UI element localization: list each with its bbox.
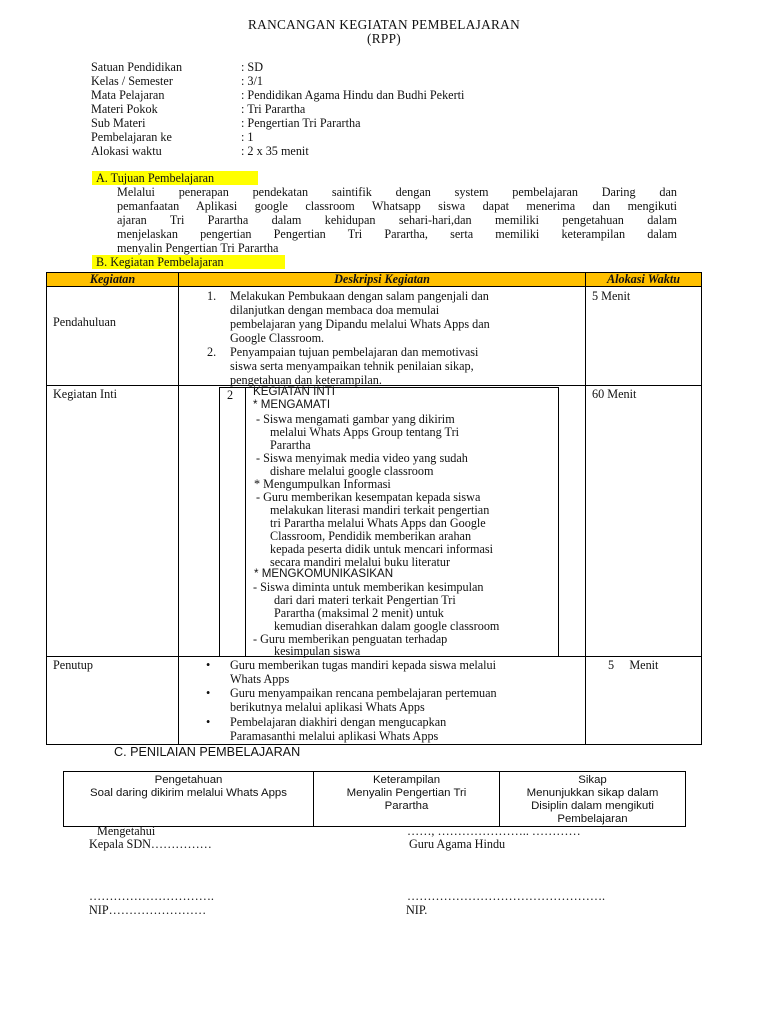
list-item: Guru menyampaikan rencana pembelajaran pertemuan <box>230 686 497 700</box>
sig-mengetahui: Mengetahui <box>97 824 156 838</box>
assessment-keterampilan <box>314 772 500 827</box>
inti-time-cell <box>586 386 702 657</box>
sig-place-date: ……, ………………….. ………… <box>407 824 581 838</box>
list-item: Guru memberikan tugas mandiri kepada siswa melalui <box>230 658 497 672</box>
assessment-text: Disiplin dalam mengikuti <box>531 800 654 812</box>
identity-value: : Pengertian Tri Parartha <box>241 116 361 130</box>
bullet-icon: • <box>206 658 211 672</box>
pendahuluan-time-cell <box>586 287 702 386</box>
inti-line: - Siswa mengamati gambar yang dikirim <box>256 412 455 426</box>
table-row <box>47 657 702 745</box>
assessment-title: Keterampilan <box>372 774 441 786</box>
doc-title: RANCANGAN KEGIATAN PEMBELAJARAN <box>248 17 520 32</box>
penutup-desc-cell <box>179 657 586 745</box>
identity-value: : 3/1 <box>241 74 264 88</box>
inti-desc-cell <box>179 386 586 657</box>
identity-label: Alokasi waktu <box>91 144 162 158</box>
inti-line: - Guru memberikan penguatan terhadap <box>253 632 448 646</box>
bullet-icon: • <box>206 715 211 729</box>
pendahuluan-label-cell <box>47 287 179 386</box>
identity-value: : 2 x 35 menit <box>241 144 309 158</box>
sig-guru: Guru Agama Hindu <box>409 837 506 851</box>
doc-subtitle: (RPP) <box>366 31 401 46</box>
assessment-text: Menyalin Pengertian Tri <box>346 787 467 799</box>
identity-value: : SD <box>241 60 264 74</box>
penutup-label: Penutup <box>53 658 93 672</box>
inti-line: * MENGAMATI <box>253 398 331 411</box>
section-b-heading-text: B. Kegiatan Pembelajaran <box>96 255 224 269</box>
assessment-pengetahuan <box>64 772 314 827</box>
bullet-icon: • <box>206 686 211 700</box>
inti-label: Kegiatan Inti <box>53 387 117 401</box>
sig-nip-left: NIP…………………… <box>89 903 207 917</box>
assessment-text: Pembelajaran <box>557 813 628 825</box>
section-a-line: menjelaskan pengertian Pengertian Tri Parartha, serta memiliki keterampilan dalam <box>117 227 677 241</box>
header-alokasi: Alokasi Waktu <box>586 273 702 287</box>
list-item: Google Classroom. <box>230 331 325 345</box>
inti-line: melalui Whats Apps Group tentang Tri <box>270 425 460 439</box>
assessment-text: Soal daring dikirim melalui Whats Apps <box>90 787 287 799</box>
inti-line: Parartha (maksimal 2 menit) untuk <box>274 606 444 620</box>
inti-line: Parartha <box>270 438 311 452</box>
inti-line: secara mandiri melalui buku literatur <box>270 555 451 569</box>
inti-inner-box <box>219 387 559 657</box>
identity-label: Materi Pokok <box>91 102 158 116</box>
identity-label: Kelas / Semester <box>91 74 173 88</box>
sig-dots-left: …………………………. <box>89 889 214 903</box>
pendahuluan-desc-cell <box>179 287 586 386</box>
list-item: pembelajaran yang Dipandu melalui Whats Apps dan <box>230 317 490 331</box>
inti-line: - Siswa menyimak media video yang sudah <box>256 451 468 465</box>
inti-line: dari dari materi terkait Pengertian Tri <box>274 593 456 607</box>
penutup-time: 5 Menit <box>608 658 659 672</box>
identity-label: Pembelajaran ke <box>91 130 172 144</box>
inti-line: kesimpulan siswa <box>274 644 361 658</box>
section-a-heading <box>92 171 258 185</box>
table-header-row <box>47 273 702 287</box>
list-item: Whats Apps <box>230 672 290 686</box>
inti-line: kepada peserta didik untuk mencari informasi <box>270 542 494 556</box>
section-a-line: pemanfaatan Aplikasi google classroom Whatsapp siswa dapat menerima dan mengikuti <box>117 199 677 213</box>
inti-line: - Siswa diminta untuk memberikan kesimpulan <box>253 580 484 594</box>
identity-label: Sub Materi <box>91 116 146 130</box>
inti-line: tri Parartha melalui Whats Apps dan Google <box>270 516 486 530</box>
list-item: Pembelajaran diakhiri dengan mengucapkan <box>230 715 447 729</box>
assessment-title: Pengetahuan <box>154 774 223 786</box>
list-item: Paramasanthi melalui aplikasi Whats Apps <box>230 729 439 743</box>
inti-line: * MENGKOMUNIKASIKAN <box>254 567 394 580</box>
inti-line: dishare melalui google classroom <box>270 464 434 478</box>
inti-time: 60 Menit <box>592 387 637 401</box>
list-item: dilanjutkan dengan membaca doa memulai <box>230 303 440 317</box>
inti-label-cell <box>47 386 179 657</box>
list-item: siswa serta menyampaikan tehnik penilaian sikap, <box>230 359 474 373</box>
sig-kepala: Kepala SDN…………… <box>89 837 212 851</box>
assessment-sikap <box>500 772 686 827</box>
section-a-line: ajaran Tri Parartha dalam kehidupan sehari-hari,dan memiliki pengetahuan dalam <box>117 213 677 227</box>
penutup-label-cell <box>47 657 179 745</box>
table-row <box>47 386 702 657</box>
section-a-line: menyalin Pengertian Tri Parartha <box>117 241 279 255</box>
inti-line: - Guru memberikan kesempatan kepada siswa <box>256 490 481 504</box>
assessment-table <box>63 771 686 827</box>
inti-line: KEGIATAN INTI <box>253 385 336 398</box>
inti-number: 2 <box>227 388 234 402</box>
penutup-time-cell <box>586 657 702 745</box>
header-kegiatan: Kegiatan <box>47 273 179 287</box>
section-a-line: Melalui penerapan pendekatan saintifik dengan system pembelajaran Daring dan <box>117 185 677 199</box>
list-number: 1. <box>207 289 217 303</box>
table-row <box>47 287 702 386</box>
assessment-title: Sikap <box>578 774 607 786</box>
header-deskripsi: Deskripsi Kegiatan <box>179 273 586 287</box>
section-c-heading: C. PENILAIAN PEMBELAJARAN <box>114 745 301 759</box>
list-item: berikutnya melalui aplikasi Whats Apps <box>230 700 425 714</box>
inti-inner-divider <box>245 388 246 656</box>
list-item: Penyampaian tujuan pembelajaran dan memotivasi <box>230 345 479 359</box>
inti-line: * Mengumpulkan Informasi <box>254 477 391 491</box>
assessment-text: Menunjukkan sikap dalam <box>526 787 659 799</box>
identity-label: Mata Pelajaran <box>91 88 165 102</box>
identity-value: : Tri Parartha <box>241 102 306 116</box>
identity-value: : Pendidikan Agama Hindu dan Budhi Pekerti <box>241 88 465 102</box>
inti-line: melakukan literasi mandiri terkait pengertian <box>270 503 490 517</box>
inti-line: Classroom, Pendidik memberikan arahan <box>270 529 472 543</box>
inti-line: kemudian diserahkan dalam google classroom <box>274 619 500 633</box>
sig-dots-right: …………………………………………. <box>407 889 606 903</box>
pendahuluan-time: 5 Menit <box>592 289 631 303</box>
section-b-heading <box>92 255 285 269</box>
list-item: pengetahuan dan keterampilan. <box>230 373 382 387</box>
section-a-heading-text: A. Tujuan Pembelajaran <box>96 171 215 185</box>
identity-label: Satuan Pendidikan <box>91 60 183 74</box>
assessment-text: Parartha <box>384 800 429 812</box>
list-item: Melakukan Pembukaan dengan salam pangenjali dan <box>230 289 489 303</box>
sig-nip-right: NIP. <box>406 903 428 917</box>
list-number: 2. <box>207 345 217 359</box>
table-row <box>64 772 686 827</box>
activities-table <box>46 272 702 745</box>
identity-value: : 1 <box>241 130 254 144</box>
pendahuluan-label: Pendahuluan <box>53 315 116 329</box>
